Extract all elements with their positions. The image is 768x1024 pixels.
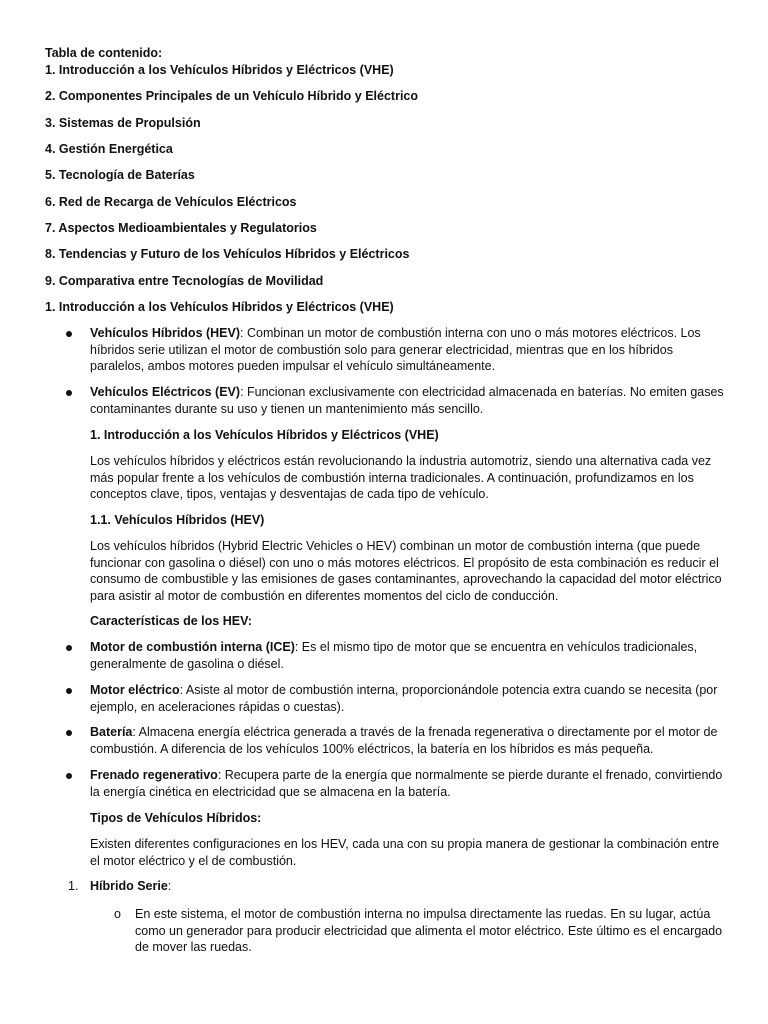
toc-item: 6. Red de Recarga de Vehículos Eléctricos bbox=[45, 195, 297, 209]
toc-title: Tabla de contenido: bbox=[45, 46, 163, 60]
bullet-dot bbox=[66, 730, 72, 736]
bullet-body: : Almacena energía eléctrica generada a través de la frenada regenerativa o directamente por el motor de combustión. A diferencia de los vehículos 100% eléctricos, la batería en los híbridos es más pequeña. bbox=[90, 725, 718, 756]
sub-item-text: En este sistema, el motor de combustión interna no impulsa directamente las ruedas. En su lugar, actúa como un generador para producir electricidad que alimenta el motor eléctrico. Este último es el encargado de mover las ruedas. bbox=[135, 907, 723, 954]
bullet-dot bbox=[66, 773, 72, 779]
toc-item: 7. Aspectos Medioambientales y Regulatorios bbox=[45, 221, 317, 235]
toc-item: 5. Tecnología de Baterías bbox=[45, 168, 195, 182]
sub-heading: Características de los HEV: bbox=[90, 614, 252, 628]
bullet-dot bbox=[66, 645, 72, 651]
toc-item: 9. Comparativa entre Tecnologías de Movilidad bbox=[45, 274, 324, 288]
section-heading: 1. Introducción a los Vehículos Híbridos y Eléctricos (VHE) bbox=[45, 300, 394, 314]
bullet-term: Motor eléctrico bbox=[90, 683, 180, 697]
toc-item: 1. Introducción a los Vehículos Híbridos y Eléctricos (VHE) bbox=[45, 63, 394, 77]
bullet-body: : Es el mismo tipo de motor que se encuentra en vehículos tradicionales, generalmente de gasolina o diésel. bbox=[90, 640, 698, 671]
numbered-item bbox=[90, 878, 726, 895]
bullet-item-ev bbox=[90, 384, 726, 417]
toc-item: 2. Componentes Principales de un Vehículo Híbrido y Eléctrico bbox=[45, 89, 419, 103]
toc-item: 8. Tendencias y Futuro de los Vehículos Híbridos y Eléctricos bbox=[45, 247, 410, 261]
sub-heading: Tipos de Vehículos Híbridos: bbox=[90, 811, 262, 825]
numbered-item-term: Híbrido Serie bbox=[90, 879, 168, 893]
bullet-term: Vehículos Híbridos (HEV) bbox=[90, 326, 241, 340]
bullet-body: : Recupera parte de la energía que normalmente se pierde durante el frenado, convirtiendo la energía cinética en electricidad que se almacena en la batería. bbox=[90, 768, 723, 799]
bullet-dot bbox=[66, 390, 72, 396]
toc-item: 4. Gestión Energética bbox=[45, 142, 173, 156]
bullet-body: : Combinan un motor de combustión interna con uno o más motores eléctricos. Los híbridos serie utilizan el motor de combustión solo para generar electricidad, mientras que en los híbridos paralelos, ambos motores pueden impulsar el vehículo simultáneamente. bbox=[90, 326, 701, 373]
paragraph: Los vehículos híbridos (Hybrid Electric Vehicles o HEV) combinan un motor de combustión interna (que puede funcionar con gasolina o diésel) con uno o más motores eléctricos. El propósito de esta combinación es reducir el consumo de combustible y las emisiones de gases contaminantes, aprovechando la capacidad del motor eléctrico para asistir al motor de combustión en diferentes momentos del ciclo de conducción. bbox=[90, 539, 722, 603]
paragraph: Los vehículos híbridos y eléctricos están revolucionando la industria automotriz, siendo una alternativa cada vez más popular frente a los vehículos de combustión interna tradicionales. A continuación, profundizamos en los conceptos clave, tipos, ventajas y desventajas de cada tipo de vehículo. bbox=[90, 454, 712, 501]
bullet-dot bbox=[66, 331, 72, 337]
sub-heading: 1. Introducción a los Vehículos Híbridos y Eléctricos (VHE) bbox=[90, 428, 439, 442]
bullet-item-regen-braking bbox=[90, 767, 726, 800]
bullet-term: Motor de combustión interna (ICE) bbox=[90, 640, 295, 654]
bullet-item-battery bbox=[90, 724, 726, 757]
bullet-term: Batería bbox=[90, 725, 133, 739]
bullet-item-hev bbox=[90, 325, 726, 375]
bullet-term: Vehículos Eléctricos (EV) bbox=[90, 385, 241, 399]
bullet-item-ice bbox=[90, 639, 726, 672]
numbered-item-suffix: : bbox=[167, 879, 172, 893]
bullet-item-electric-motor bbox=[90, 682, 726, 715]
sub-heading: 1.1. Vehículos Híbridos (HEV) bbox=[90, 513, 265, 527]
list-number: 1. bbox=[68, 879, 79, 893]
paragraph: Existen diferentes configuraciones en los HEV, cada una con su propia manera de gestionar la combinación entre el motor eléctrico y el de combustión. bbox=[90, 837, 720, 868]
bullet-body: : Asiste al motor de combustión interna, proporcionándole potencia extra cuando se necesita (por ejemplo, en aceleraciones rápidas o cuestas). bbox=[90, 683, 718, 714]
bullet-body: : Funcionan exclusivamente con electricidad almacenada en baterías. No emiten gases contaminantes durante su uso y tienen un mantenimiento más sencillo. bbox=[90, 385, 724, 416]
sub-item-marker: o bbox=[114, 907, 121, 921]
bullet-dot bbox=[66, 688, 72, 694]
toc-item: 3. Sistemas de Propulsión bbox=[45, 116, 201, 130]
bullet-term: Frenado regenerativo bbox=[90, 768, 218, 782]
